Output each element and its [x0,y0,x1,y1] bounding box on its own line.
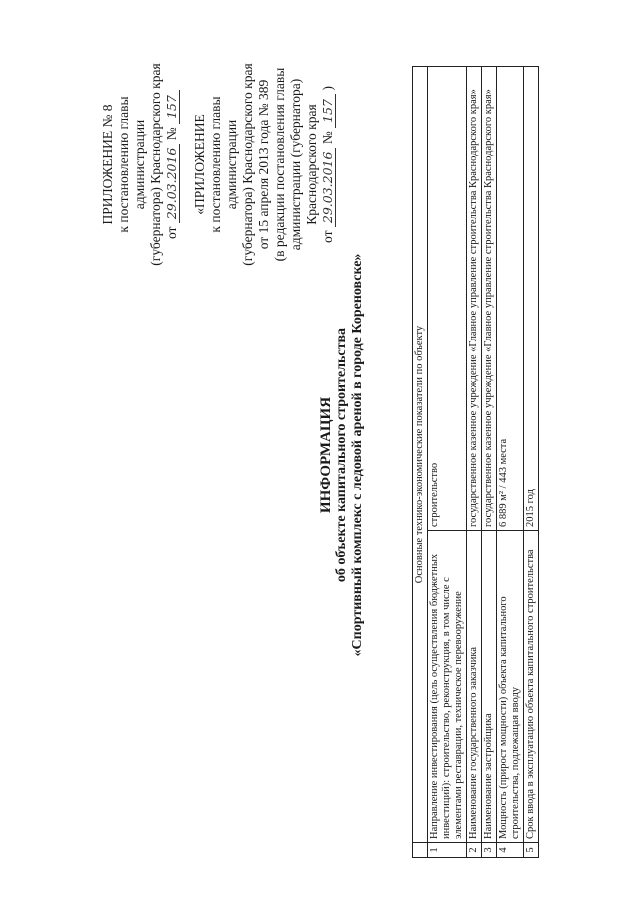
appendix-line: администрации (губернатора) [288,78,303,251]
handwritten-date: 29.03.2016 [321,148,336,228]
row-number: 4 [497,843,524,858]
date-prefix: от [320,230,335,243]
row-value: строительство [428,67,467,531]
quoted-appendix-title: «ПРИЛОЖЕНИЕ [192,114,207,215]
number-sign: № [164,127,179,141]
table-row [482,67,497,858]
date-prefix: от [164,226,179,240]
row-number: 2 [467,843,482,858]
row-name: Срок ввода в эксплуатацию объекта капитального строительства [524,531,539,843]
table-row [428,67,467,858]
handwritten-number: 157 [321,94,336,128]
appendix-date-line [164,52,180,277]
appendix-line: (губернатора) Краснодарского края [240,63,255,266]
row-name: Наименование государственного заказчика [467,531,482,843]
table-header-spacer [413,843,428,858]
document-subtitle: об объекте капитального строительства [334,327,349,583]
document-title-block [318,95,366,815]
closing-paren: ) [320,86,335,91]
appendix-line: от 15 апреля 2013 года № 389 [256,79,271,250]
row-value: 6 889 м² / 443 места [497,67,524,531]
row-value: государственное казенное учреждение «Главное управление строительства Краснодарского края» [482,67,497,531]
appendix-line: Краснодарского края [304,104,319,225]
appendix-line: к постановлению главы администрации [116,96,147,233]
appendix-block [100,52,336,277]
row-name: Направление инвестирования (цель осуществления бюджетных инвестиций): строительство, реконструкция, в том числе с элементами реставрации, техническое перевооружение [428,531,467,843]
appendix-line: (в редакции постановления главы [272,67,287,262]
row-number: 5 [524,843,539,858]
appendix-title: ПРИЛОЖЕНИЕ № 8 [100,104,115,225]
appendix-line: (губернатора) Краснодарского края [148,63,163,266]
object-name: «Спортивный комплекс с ледовой ареной в городе Кореновске» [350,253,365,657]
table-row [524,67,539,858]
appendix-line: к постановлению главы администрации [208,96,239,233]
document-title: ИНФОРМАЦИЯ [318,396,334,514]
row-number: 1 [428,843,467,858]
row-value: государственное казенное учреждение «Главное управление строительства Краснодарского края» [467,67,482,531]
row-name: Мощность (прирост мощности) объекта капитального строительства, подлежащая вводу [497,531,524,843]
row-name: Наименование застройщика [482,531,497,843]
indicators-table [412,66,539,858]
number-sign: № [320,131,335,145]
handwritten-number: 157 [165,90,180,124]
row-number: 3 [482,843,497,858]
table-header-row [413,67,428,858]
row-value: 2015 год [524,67,539,531]
table-row [497,67,524,858]
table-header: Основные технико-экономические показатели по объекту [413,67,428,843]
table-row [467,67,482,858]
handwritten-date: 29.03.2016 [165,144,180,224]
